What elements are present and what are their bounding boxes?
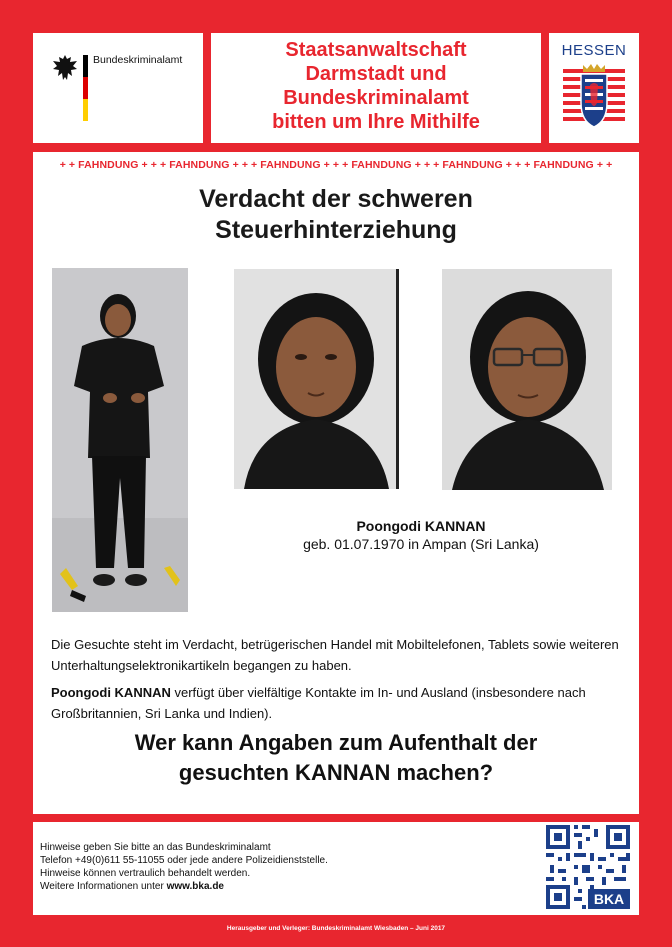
photo-with-glasses	[442, 269, 612, 490]
appeal-question	[33, 728, 639, 788]
qr-code-icon[interactable]	[544, 823, 632, 911]
header-line-1: Staatsanwaltschaft	[285, 39, 467, 61]
federal-eagle-icon	[51, 53, 79, 83]
contact-line-1: Hinweise geben Sie bitte an das Bundeskriminalamt	[40, 842, 271, 853]
title-line-2: Steuerhinterziehung	[215, 216, 457, 244]
contact-info	[40, 841, 328, 893]
glasses-portrait-figure	[442, 269, 612, 490]
hessen-logo-box	[549, 33, 639, 143]
contact-line-4	[40, 880, 328, 893]
publisher-note: Herausgeber und Verleger: Bundeskriminalamt Wiesbaden – Juni 2017	[226, 925, 446, 932]
suspicion-paragraph: Die Gesuchte steht im Verdacht, betrügerischen Handel mit Mobiltelefonen, Tablets sowie weiteren Unterhaltungselektronikartikeln begangen zu haben.	[51, 637, 619, 673]
header-line-4: bitten um Ihre Mithilfe	[272, 111, 480, 133]
header-line-2: Darmstadt und	[305, 63, 447, 85]
contacts-name: Poongodi KANNAN	[51, 685, 171, 700]
photo-full-body	[52, 268, 188, 612]
poster-title	[33, 184, 639, 246]
person-info	[261, 518, 581, 552]
contacts-paragraph	[51, 682, 631, 724]
appeal-line-1: Wer kann Angaben zum Aufenthalt der	[134, 730, 538, 755]
full-body-figure	[52, 268, 188, 612]
photo-frontal	[234, 269, 399, 489]
contact-line-4-prefix: Weitere Informationen unter	[40, 881, 167, 892]
contacts-text: verfügt über vielfältige Kontakte im In- und Ausland (insbesondere nach Großbritannien, Sri Lanka und Indien).	[51, 685, 586, 721]
agency-name: Bundeskriminalamt	[93, 54, 183, 66]
title-line-1: Verdacht der schweren	[199, 185, 473, 213]
hessen-wordmark: HESSEN	[561, 42, 627, 59]
qr-label: BKA	[593, 891, 625, 907]
main-content	[33, 152, 639, 814]
german-flag-bar	[83, 55, 88, 121]
person-birth: geb. 01.07.1970 in Ampan (Sri Lanka)	[303, 536, 539, 552]
bka-logo-box	[33, 33, 203, 143]
footer-contact	[33, 822, 639, 915]
hessen-crest-icon	[563, 63, 625, 129]
header-box	[211, 33, 541, 143]
fahndung-banner: + + FAHNDUNG + + + FAHNDUNG + + + FAHNDUNG + + + FAHNDUNG + + + FAHNDUNG + + + FAHNDUNG + +	[59, 159, 613, 171]
appeal-line-2: gesuchten KANNAN machen?	[178, 760, 494, 785]
frontal-portrait-figure	[234, 269, 399, 489]
contact-line-2: Telefon +49(0)611 55-11055 oder jede andere Polizeidienststelle.	[40, 855, 328, 866]
header-line-3: Bundeskriminalamt	[283, 87, 469, 109]
person-name: Poongodi KANNAN	[356, 518, 486, 534]
contact-line-3: Hinweise können vertraulich behandelt werden.	[40, 868, 251, 879]
website-link[interactable]: www.bka.de	[166, 881, 224, 892]
